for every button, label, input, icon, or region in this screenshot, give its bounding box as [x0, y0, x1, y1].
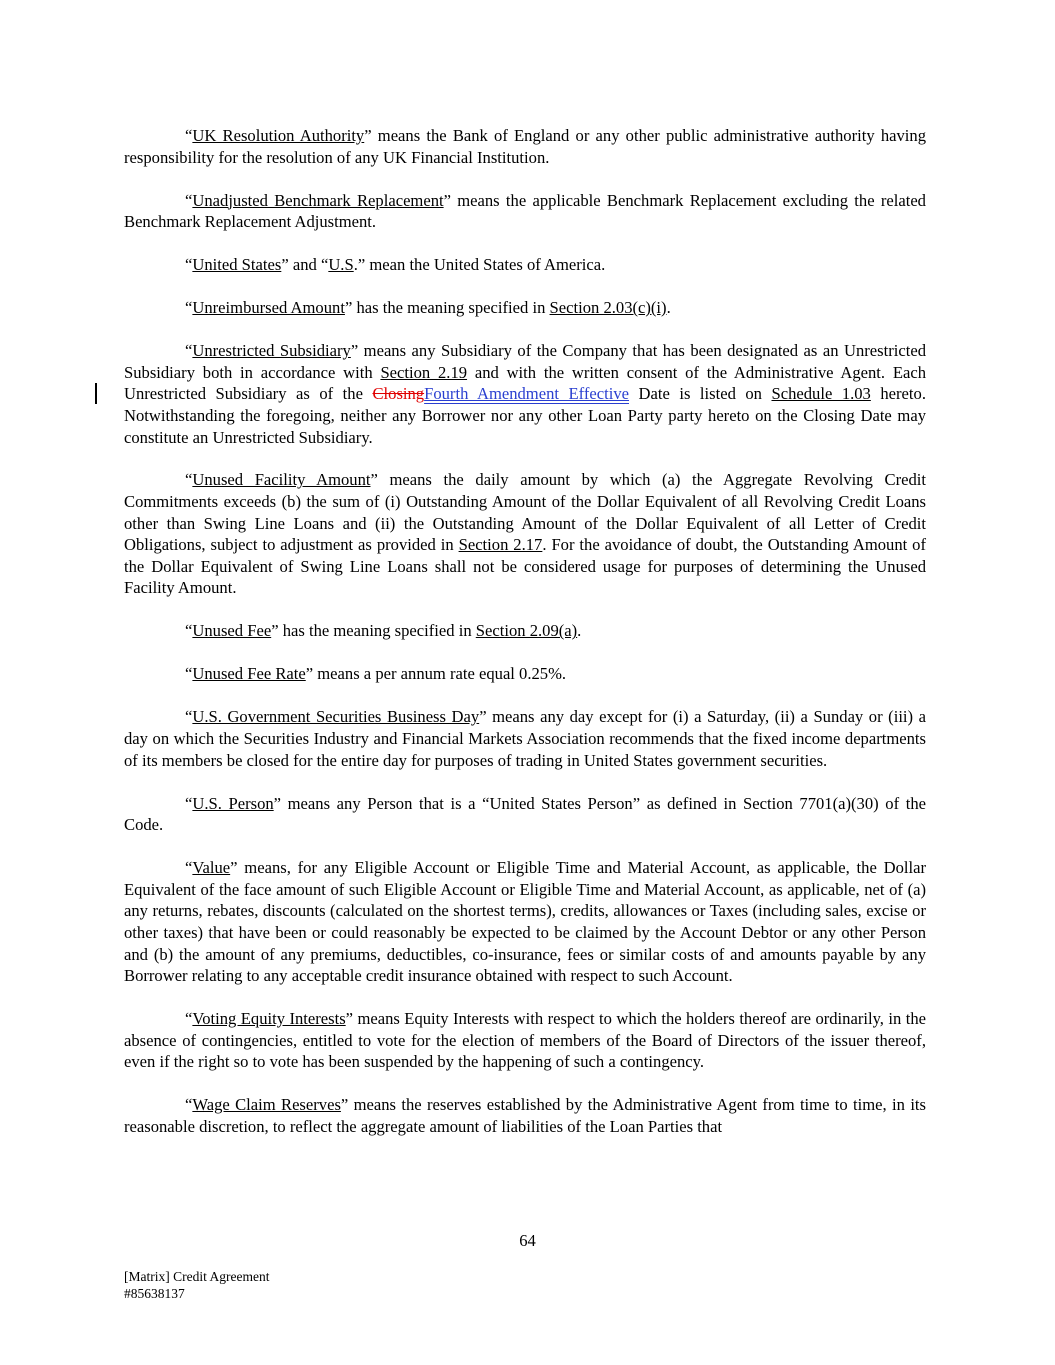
text-run: . For the avoidance of doubt, the Outstanding Amount of the Dollar Equivalent of Swing Line Loans shall not be considered usage for purposes of determining the Unused Facility Amount.: [124, 535, 926, 598]
text-run: .” mean the United States of America.: [353, 255, 606, 275]
text-run: “: [185, 1095, 193, 1115]
defined-term: Section 2.17: [458, 535, 543, 555]
text-run: ” means the reserves established by the Administrative Agent from time to time, in its reasonable discretion, to reflect the aggregate amount of liabilities of the Loan Parties that: [124, 1095, 926, 1136]
text-run: ” means a per annum rate equal 0.25%.: [305, 664, 567, 684]
defined-term: U.S: [328, 255, 354, 275]
text-run: Date is listed on: [629, 384, 772, 404]
text-run: ” means the daily amount by which (a) the Aggregate Revolving Credit Commitments exceeds (b) the sum of (i) Outstanding Amount of the Dollar Equivalent of all Revolving Credit Loans other than Swing Line Loans and (ii) the Outstanding Amount of the Dollar Equivalent of all Letter of Credit Obligations, subject to adjustment as provided in: [124, 470, 926, 555]
definition-paragraph: [124, 663, 926, 685]
definition-paragraph: [124, 340, 926, 448]
defined-term: Unused Facility Amount: [192, 470, 371, 490]
definition-paragraph: [124, 857, 926, 987]
text-run: .: [577, 621, 582, 641]
text-run: hereto. Notwithstanding the foregoing, neither any Borrower nor any other Loan Party party hereto on the Closing Date may constitute an Unrestricted Subsidiary.: [124, 384, 926, 447]
defined-term: U.S. Person: [192, 793, 274, 813]
change-bar: [95, 383, 97, 404]
text-run: ” means Equity Interests with respect to which the holders thereof are ordinarily, in the absence of contingencies, entitled to vote for the election of members of the Board of Directors of the issuer thereof, even if the right so to vote has been suspended by the happening of such a contingency.: [124, 1009, 926, 1072]
defined-term: Schedule 1.03: [771, 384, 871, 404]
defined-term: United States: [192, 255, 282, 275]
text-run: “: [185, 1009, 193, 1029]
text-run: “: [185, 664, 193, 684]
defined-term: U.S. Government Securities Business Day: [192, 707, 480, 727]
definition-paragraph: [124, 297, 926, 319]
text-run: ” means the applicable Benchmark Replacement excluding the related Benchmark Replacement Adjustment.: [124, 190, 926, 232]
text-run: “: [185, 793, 193, 813]
footer-doc-number: #85638137: [124, 1286, 185, 1301]
defined-term: Value: [192, 858, 231, 878]
definition-paragraph: [124, 1094, 926, 1137]
text-run: ” has the meaning specified in: [344, 298, 550, 318]
text-run: “: [185, 341, 193, 361]
text-run: ” means any day except for (i) a Saturday, (ii) a Sunday or (iii) a day on which the Securities Industry and Financial Markets Association recommends that the fixed income departments of its members be closed for the entire day for purposes of trading in United States government securities.: [124, 707, 926, 770]
text-run: ” means, for any Eligible Account or Eligible Time and Material Account, as applicable, the Dollar Equivalent of the face amount of such Eligible Account or Eligible Time and Material Account, as applicable, net of (a) any returns, rebates, discounts (calculated on the shortest terms), credits, allowances or Taxes (including sales, excise or other taxes) that have been or could reasonably be expected to be claimed by the Account Debtor or any other Person and (b) the amount of any premiums, deductibles, co-insurance, fees or similar costs of and amounts payable by any Borrower relating to any acceptable credit insurance obtained with respect to such Account.: [124, 858, 926, 986]
definition-paragraph: [124, 1008, 926, 1073]
definition-paragraph: [124, 469, 926, 599]
defined-term: Unrestricted Subsidiary: [192, 341, 351, 361]
defined-term: Unused Fee: [192, 621, 272, 641]
text-run: “: [185, 190, 193, 210]
definition-paragraph: [124, 254, 926, 276]
text-run: “: [185, 470, 193, 490]
defined-term: Section 2.03(c)(i): [549, 298, 667, 318]
definition-paragraph: [124, 190, 926, 233]
defined-term: Wage Claim Reserves: [192, 1095, 341, 1115]
defined-term: Unused Fee Rate: [192, 664, 306, 684]
text-run: ” means the Bank of England or any other public administrative authority having responsibility for the resolution of any UK Financial Institution.: [124, 126, 926, 167]
definition-paragraph: [124, 620, 926, 642]
document-body: [124, 125, 926, 1159]
page-number: 64: [519, 1231, 536, 1250]
text-run: “: [185, 858, 193, 878]
deleted-text: Closing: [372, 384, 425, 404]
text-run: ” has the meaning specified in: [271, 621, 476, 641]
text-run: “: [185, 255, 193, 275]
footer: [124, 1268, 269, 1302]
inserted-text: Fourth Amendment Effective: [424, 384, 629, 404]
text-run: “: [185, 126, 193, 145]
text-run: “: [185, 621, 193, 641]
definition-paragraph: [124, 125, 926, 168]
definition-paragraph: [124, 793, 926, 836]
defined-term: Unreimbursed Amount: [192, 298, 345, 318]
defined-term: Section 2.19: [380, 362, 468, 382]
text-run: ” means any Subsidiary of the Company that has been designated as an Unrestricted Subsidiary both in accordance with: [124, 341, 926, 382]
text-run: “: [185, 298, 193, 318]
defined-term: Voting Equity Interests: [192, 1009, 346, 1029]
footer-title: [Matrix] Credit Agreement: [124, 1269, 270, 1284]
text-run: “: [185, 707, 193, 727]
text-run: ” and “: [281, 255, 329, 275]
defined-term: UK Resolution Authority: [192, 126, 365, 145]
text-run: ” means any Person that is a “United States Person” as defined in Section 7701(a)(30) of the Code.: [124, 793, 926, 835]
text-run: and with the written consent of the Administrative Agent. Each Unrestricted Subsidiary as of the: [124, 362, 926, 404]
text-run: .: [666, 298, 671, 318]
definition-paragraph: [124, 706, 926, 771]
defined-term: Unadjusted Benchmark Replacement: [192, 190, 444, 210]
defined-term: Section 2.09(a): [475, 621, 578, 641]
